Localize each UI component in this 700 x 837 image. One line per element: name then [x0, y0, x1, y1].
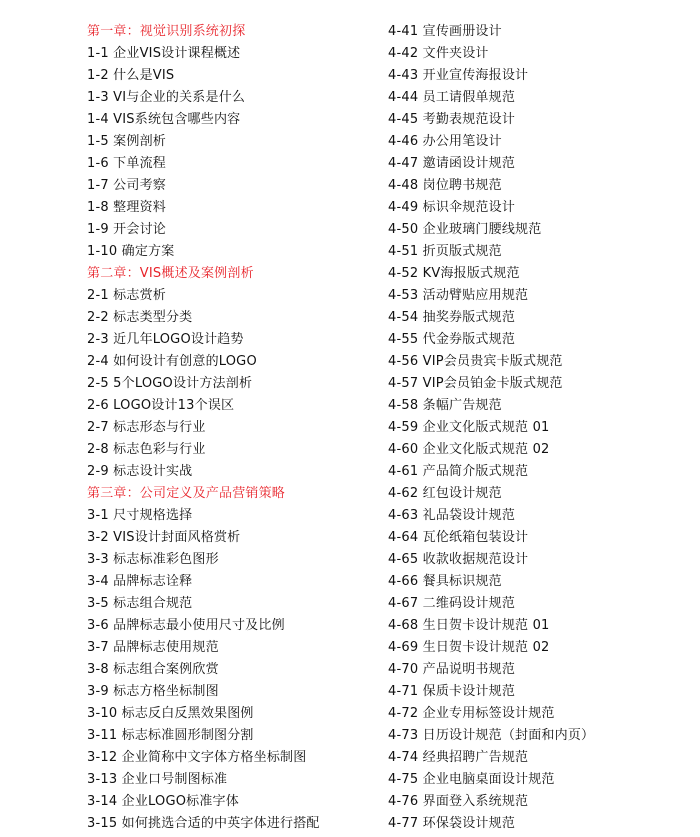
toc-entry: 4-69 生日贺卡设计规范 02	[388, 640, 550, 655]
toc-entry: 1-10 确定方案	[87, 244, 175, 259]
toc-entry: 2-3 近几年LOGO设计趋势	[87, 332, 244, 347]
toc-entry: 3-4 品牌标志诠释	[87, 574, 193, 589]
toc-entry: 2-5 5个LOGO设计方法剖析	[87, 376, 253, 391]
toc-entry: 4-56 VIP会员贵宾卡版式规范	[388, 354, 563, 369]
toc-entry: 2-2 标志类型分类	[87, 310, 193, 325]
toc-entry: 4-52 KV海报版式规范	[388, 266, 520, 281]
toc-entry: 4-76 界面登入系统规范	[388, 794, 529, 809]
toc-entry: 4-54 抽奖券版式规范	[388, 310, 516, 325]
toc-entry: 4-77 环保袋设计规范	[388, 816, 516, 831]
toc-entry: 4-61 产品简介版式规范	[388, 464, 529, 479]
toc-entry: 4-53 活动臂贴应用规范	[388, 288, 529, 303]
toc-column-left	[87, 21, 387, 835]
toc-entry: 4-51 折页版式规范	[388, 244, 502, 259]
toc-entry: 4-41 宣传画册设计	[388, 24, 502, 39]
toc-entry: 4-42 文件夹设计	[388, 46, 489, 61]
toc-entry: 3-8 标志组合案例欣赏	[87, 662, 219, 677]
toc-entry: 1-4 VIS系统包含哪些内容	[87, 112, 241, 127]
toc-entry: 4-66 餐具标识规范	[388, 574, 502, 589]
toc-entry: 4-59 企业文化版式规范 01	[388, 420, 550, 435]
toc-entry: 4-63 礼品袋设计规范	[388, 508, 516, 523]
toc-entry: 4-57 VIP会员铂金卡版式规范	[388, 376, 563, 391]
toc-entry: 1-8 整理资料	[87, 200, 166, 215]
toc-entry: 3-12 企业简称中文字体方格坐标制图	[87, 750, 307, 765]
toc-entry: 2-9 标志设计实战	[87, 464, 193, 479]
toc-entry: 3-13 企业口号制图标准	[87, 772, 228, 787]
toc-entry: 1-7 公司考察	[87, 178, 166, 193]
toc-entry: 1-9 开会讨论	[87, 222, 166, 237]
toc-entry: 4-46 办公用笔设计	[388, 134, 502, 149]
toc-entry: 3-3 标志标准彩色图形	[87, 552, 219, 567]
toc-entry: 3-15 如何挑选合适的中英字体进行搭配	[87, 816, 320, 831]
toc-entry: 3-9 标志方格坐标制图	[87, 684, 219, 699]
toc-entry: 2-6 LOGO设计13个误区	[87, 398, 235, 413]
toc-entry: 4-50 企业玻璃门腰线规范	[388, 222, 542, 237]
toc-entry: 4-73 日历设计规范（封面和内页）	[388, 728, 595, 743]
toc-entry: 4-62 红包设计规范	[388, 486, 502, 501]
chapter-heading: 第一章：视觉识别系统初探	[87, 24, 246, 39]
toc-entry: 3-6 品牌标志最小使用尺寸及比例	[87, 618, 285, 633]
toc-entry: 2-8 标志色彩与行业	[87, 442, 206, 457]
toc-entry: 4-45 考勤表规范设计	[388, 112, 516, 127]
toc-entry: 2-7 标志形态与行业	[87, 420, 206, 435]
toc-entry: 1-3 VI与企业的关系是什么	[87, 90, 246, 105]
toc-entry: 3-10 标志反白反黑效果图例	[87, 706, 254, 721]
toc-entry: 1-6 下单流程	[87, 156, 166, 171]
toc-entry: 4-58 条幅广告规范	[388, 398, 502, 413]
toc-entry: 4-44 员工请假单规范	[388, 90, 516, 105]
toc-entry: 4-43 开业宣传海报设计	[388, 68, 529, 83]
toc-entry: 4-55 代金券版式规范	[388, 332, 516, 347]
toc-entry: 4-71 保质卡设计规范	[388, 684, 516, 699]
toc-entry: 1-2 什么是VIS	[87, 68, 175, 83]
toc-entry: 4-64 瓦伦纸箱包装设计	[388, 530, 529, 545]
toc-entry: 3-11 标志标准圆形制图分割	[87, 728, 254, 743]
chapter-heading: 第三章：公司定义及产品营销策略	[87, 486, 286, 501]
toc-column-right	[388, 21, 688, 835]
toc-entry: 3-7 品牌标志使用规范	[87, 640, 219, 655]
toc-entry: 3-5 标志组合规范	[87, 596, 193, 611]
toc-entry: 4-67 二维码设计规范	[388, 596, 516, 611]
toc-entry: 2-1 标志赏析	[87, 288, 166, 303]
toc-entry: 4-60 企业文化版式规范 02	[388, 442, 550, 457]
toc-entry: 4-48 岗位聘书规范	[388, 178, 502, 193]
toc-entry: 1-5 案例剖析	[87, 134, 166, 149]
toc-entry: 4-70 产品说明书规范	[388, 662, 516, 677]
toc-entry: 3-14 企业LOGO标准字体	[87, 794, 239, 809]
toc-entry: 4-74 经典招聘广告规范	[388, 750, 529, 765]
toc-entry: 2-4 如何设计有创意的LOGO	[87, 354, 257, 369]
toc-entry: 1-1 企业VIS设计课程概述	[87, 46, 241, 61]
toc-entry: 4-47 邀请函设计规范	[388, 156, 516, 171]
chapter-heading: 第二章：VIS概述及案例剖析	[87, 266, 254, 281]
toc-entry: 4-75 企业电脑桌面设计规范	[388, 772, 555, 787]
toc-entry: 4-72 企业专用标签设计规范	[388, 706, 555, 721]
toc-entry: 3-2 VIS设计封面风格赏析	[87, 530, 241, 545]
toc-entry: 4-65 收款收据规范设计	[388, 552, 529, 567]
toc-entry: 4-68 生日贺卡设计规范 01	[388, 618, 550, 633]
toc-entry: 4-49 标识伞规范设计	[388, 200, 516, 215]
toc-entry: 3-1 尺寸规格选择	[87, 508, 193, 523]
